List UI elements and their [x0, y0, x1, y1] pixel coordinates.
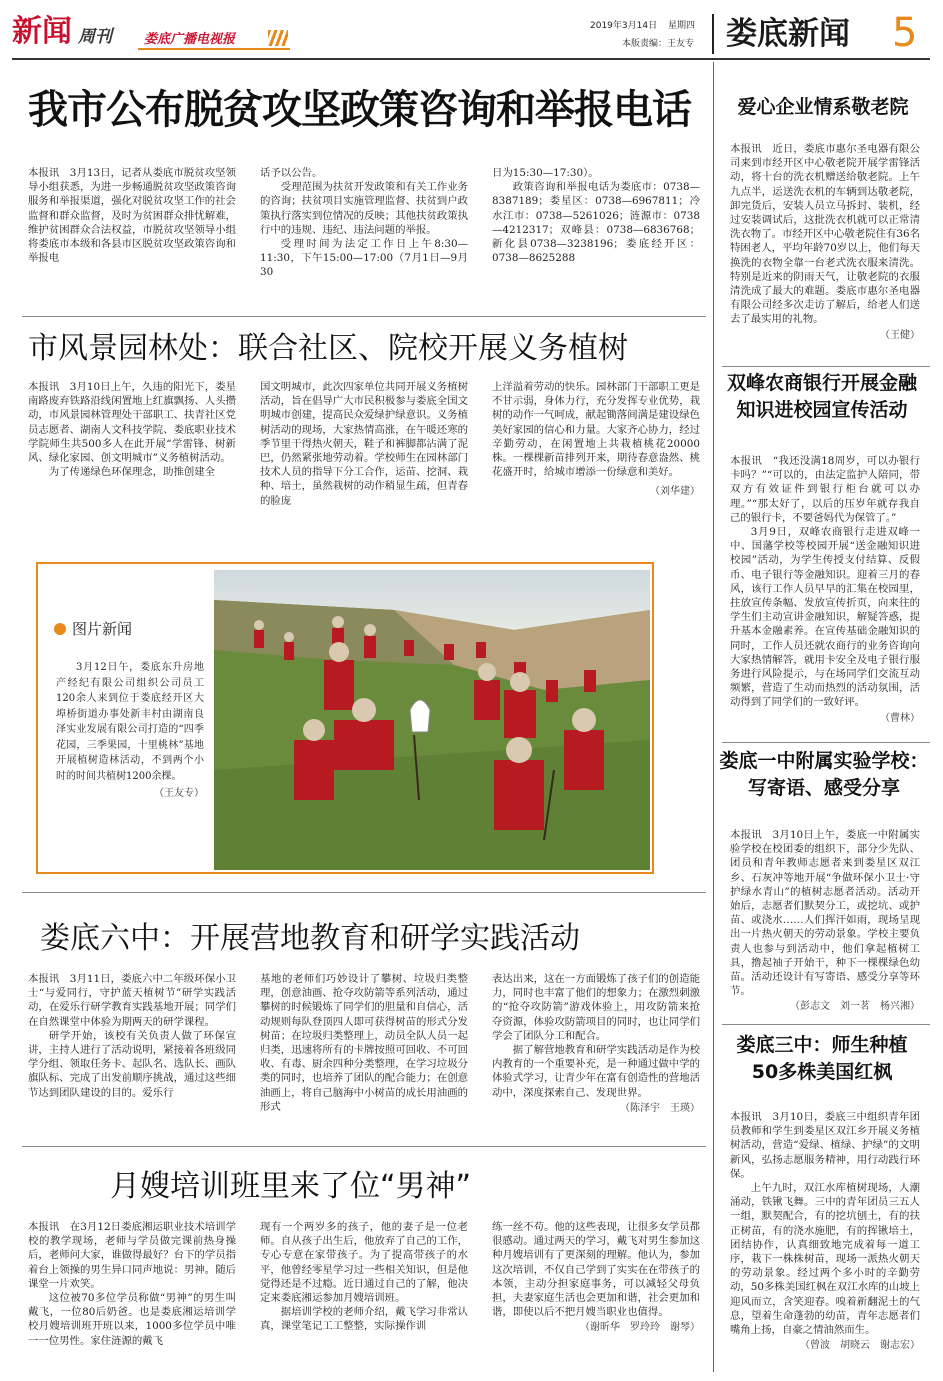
school6-col1b: 研学开始，该校有关负责人做了环保宣讲，主持人进行了活动说明，紧接着各班级同学分组、领取任务卡、起队名、选队长、画队旗队标、完成了出发前顺序挑战，通过这些细节达到团队建设的目的。爱乐行 — [28, 1029, 236, 1099]
elderly-headline: 爱心企业情系敬老院 — [737, 96, 909, 118]
poverty-headline: 我市公布脱贫攻坚政策咨询和举报电话 — [28, 87, 691, 133]
section-title: 娄底新闻 — [726, 16, 850, 52]
affiliated-text: 本报讯 3月10日上午，娄底一中附属实验学校在校团委的组织下，部分少先队、团员和青年教师志愿者来到娄星区双江乡、石灰冲等地开展“争做环保小卫士·守护绿水青山”的植树志愿者活动。活动开始后，志愿者们默契分工，或挖坑、或护苗、或浇水……人们挥汗如雨，现场呈现出一片热火朝天的劳动景象。学校主要负责人也参与到活动中，他们拿起植树工具，撸起袖子开始干，种下一棵棵绿色幼苗。活动还设计有写寄语、感受分享等环节。 — [730, 829, 920, 998]
nanny-article — [28, 1220, 700, 1370]
elderly-text: 本报讯 近日，娄底市惠尔圣电器有限公司来到市经开区中心敬老院开展学雷锋活动，将十台的洗衣机赠送给敬老院。上午九点半，运送洗衣机的车辆到达敬老院，卸完货后，安装人员立马拆封、装机，经过安装调试后，这批洗衣机就可以正常清洗衣物了。市经开区中心敬老院住有36名特困老人，平均年龄70岁以上，他们每天换洗的衣物全靠一台老式洗衣服来清洗。特别是近来的阴雨天气，让敬老院的衣服清洗成了最大的难题。娄底市惠尔圣电器有限公司经多次走访了解后，给老人们送去了最实用的礼物。 — [730, 143, 920, 326]
tree-planting-photo — [214, 570, 650, 870]
masthead — [12, 12, 930, 58]
nanny-col1a: 本报讯 在3月12日娄底湘运职业技术培训学校的教学现场，老师与学员做完课前热身操后，老师问大家，谁做得最好？台下的学员指着台上领操的男生异口同声地说：男神。随后课堂一片欢笑。 — [28, 1221, 236, 1290]
poverty-col3b: 政策咨询和举报电话为娄底市：0738—8387189；娄星区：0738—6967811；冷水江市：0738—5261026；涟源市：0738—4212317；双峰县：0738—6836768；新化县0738—3238196；娄底经开区：0738—8625288 — [492, 181, 700, 265]
poverty-article — [28, 166, 700, 308]
issue-weekday: 星期四 — [668, 21, 696, 31]
affiliated-article — [730, 828, 920, 1015]
school6-col3a: 表达出来，这在一方面锻炼了孩子们的创造能力，同时也丰富了他们的想象力；在激烈刺激的“抢夺攻防箭”游戏体验上，用攻防箭来抢夺资源，体验攻防箭项目的同时，也让同学们学会了团队分工和配合。 — [492, 973, 700, 1042]
school3-headline — [716, 1032, 928, 1086]
poverty-col3a: 日为15:30—17:30）。 — [492, 167, 599, 179]
school6-headline: 娄底六中：开展营地教育和研学实践活动 — [40, 921, 580, 956]
school3-article — [730, 1110, 920, 1353]
orange-dot-icon — [54, 623, 66, 635]
poverty-col2a: 话予以公告。 — [260, 167, 323, 179]
masthead-divider — [712, 14, 714, 54]
bank-headline-line1: 双峰农商银行开展金融 — [726, 372, 917, 394]
affiliated-headline-line2: 写寄语、感受分享 — [747, 777, 900, 799]
school6-col2: 基地的老师们巧妙设计了攀树、垃圾归类整理，创意油画、抢夺攻防箭等系列活动，通过攀树的时候锻炼了同学们的胆量和自信心，活动规则每队登顶四人即可获得树苗的形式分发树苗；在垃圾归类整理上，动员全队人员一起归类，迅速将所有的卡牌按照可回收、不可回收、有毒、厨余四种分类整理，在学习垃圾分类的同时，也培养了团队的配合能力；在创意油画上，将自己脑海中小树苗的成长用油画的形式 — [260, 973, 468, 1113]
photo-illustration — [214, 570, 650, 870]
issue-date: 2019年3月14日 — [590, 21, 658, 31]
school3-headline-line1: 娄底三中：师生种植 — [736, 1034, 908, 1056]
school6-article — [28, 972, 700, 1132]
school3-p2: 上午九时，双江水库植树现场，人潮涌动，铁锹飞舞。三中的青年团员三五人一组，默契配合，有的挖坑刨土，有的扶正树苗，有的浇水施肥，有的挥锹培土，团结协作，认真细致地完成着每一道工序，栽下一株株树苗，现场一派热火朝天的劳动景象。经过两个多小时的辛勤劳动，50多株美国红枫在双江水库的山坡上迎风而立，含笑迎春。嗅着新翻泥土的气息，望着生命蓬勃的幼苗，青年志愿者们嘴角上扬，自豪之情油然而生。 — [730, 1182, 920, 1337]
garden-col3: 上洋溢着劳动的快乐。园林部门干部职工更是不甘示弱，身体力行，充分发挥专业优势，栽树的动作一气呵成，献起锄落间满是建设绿色美好家园的信心和力量。大家齐心协力，经过辛勤劳动，在闲置地上共栽植桃花20000株。一棵棵新苗排列开来，期待春意盎然、桃花盛开时，给城市增添一份绿意和美好。 — [492, 381, 700, 479]
garden-headline: 市风景园林处：联合社区、院校开展义务植树 — [28, 331, 628, 366]
section-rule-3 — [22, 1146, 706, 1147]
bank-byline: （曹林） — [880, 712, 920, 724]
photo-news-box — [36, 562, 654, 874]
school6-col1a: 本报讯 3月11日，娄底六中二年级环保小卫士“与爱同行，守护蓝天植树节”研学实践活动，在爱乐行研学教育实践基地开展；同学们在自然课堂中体验为期两天的研学课程。 — [28, 973, 236, 1028]
affiliated-headline-line1: 娄底一中附属实验学校： — [719, 750, 929, 772]
garden-col2: 国文明城市，此次四家单位共同开展义务植树活动，旨在倡导广大市民积极参与娄底全国文明城市创建，提高民众爱绿护绿意识。义务植树活动的现场，大家热情高涨，在午暖还寒的季节里干得热火朝天，鞋子和裤脚都沾满了泥巴，仍然紧张地劳动着。学校师生在园林部门技术人员的指导下分工合作，运苗、挖洞、栽种、培土，虽然栽树的动作稍显生疏，但青春的脸庞 — [260, 381, 468, 507]
nanny-byline: （谢昕华 罗玲玲 谢琴） — [580, 1322, 700, 1334]
brand-suffix: 周刊 — [78, 27, 112, 47]
garden-col1b: 为了传递绿色环保理念，助推创建全 — [48, 466, 216, 479]
school3-headline-line2: 50多株美国红枫 — [751, 1061, 893, 1083]
side-rule-3 — [722, 1024, 930, 1025]
school3-p1: 本报讯 3月10日，娄底三中组织青年团员教师和学生到娄星区双江乡开展义务植树活动，营造“爱绿、植绿、护绿”的文明新风，弘扬志愿服务精神，用行动践行环保。 — [730, 1111, 920, 1180]
publisher-stripes — [268, 30, 288, 46]
school6-col3b: 据了解营地教育和研学实践活动是作为校内教育的一个重要补充，是一种通过做中学的体验式学习，让青少年在富有创造性的营地活动中，深度探索自己、发现世界。 — [492, 1044, 700, 1099]
photo-news-byline: （王友专） — [154, 788, 204, 799]
poverty-col2b: 受理范围为扶贫开发政策和有关工作业务的咨询；扶贫项目实施管理监督、扶贫到户政策执行落实到位情况的反映；其他扶贫政策执行中的违规、违纪、违法问题的举报。 — [260, 181, 468, 236]
nanny-col2a: 现有一个两岁多的孩子，他的妻子是一位老师。自从孩子出生后，他放弃了自己的工作，专心专意在家带孩子。为了提高带孩子的水平，他曾经零星学习过一些相关知识，但是他觉得还是不过瘾。近日通过自己的了解，他决定来娄底湘运参加月嫂培训班。 — [260, 1221, 468, 1305]
garden-article — [28, 380, 700, 528]
poverty-col2c: 受理时间为法定工作日上午8:30—11:30，下午15:00—17:00（7月1日—9月30 — [260, 238, 468, 279]
nanny-col2b: 据培训学校的老师介绍，戴飞学习非常认真，课堂笔记工工整整，实际操作训 — [260, 1306, 468, 1333]
nanny-col3: 练一丝不苟。他的这些表现，让很多女学员都很感动。通过两天的学习，戴飞对男生参加这种月嫂培训有了更深刻的理解。他认为，参加这次培训，不仅自己学到了实实在在带孩子的本领，主动分担家庭事务，可以减轻父母负担，夫妻家庭生活也会更加和谐，社会更加和谐，即使以后不把月嫂当职业也值得。 — [492, 1221, 700, 1319]
garden-byline: （刘华建） — [650, 486, 700, 498]
page-editor: 本版责编：王友专 — [622, 39, 695, 49]
school3-byline: （曾波 胡晓云 谢志宏） — [800, 1340, 920, 1352]
section-rule-1 — [22, 316, 706, 317]
affiliated-byline: （彭志文 刘一茗 杨兴湘） — [790, 1001, 920, 1013]
side-rule-2 — [722, 742, 930, 743]
elderly-byline: （王健） — [880, 329, 920, 341]
school6-byline: （陈泽宇 王瑛） — [620, 1102, 700, 1114]
affiliated-headline — [712, 748, 936, 802]
brand-logo: 新闻 — [12, 14, 72, 49]
nanny-col1b: 这位被70多位学员称做“男神”的男生叫戴飞，一位80后奶爸。也是娄底湘运培训学校月嫂培训班开班以来，1000多位学员中唯一一位男性。家住涟源的戴飞 — [28, 1292, 236, 1347]
bank-p1: 本报讯 “我还没满18周岁，可以办银行卡吗？”“可以的，由法定监护人陪同，带双方有效证件到银行柜台就可以办理。”“那太好了，以后的压岁年就存我自己的银行卡，不要爸妈代为保管了。” — [730, 455, 920, 524]
bank-article — [730, 454, 920, 726]
photo-news-caption-block — [56, 660, 204, 802]
publisher-name: 娄底广播电视报 — [144, 32, 236, 47]
side-rule-1 — [722, 366, 930, 367]
bank-p2: 3月9日，双峰农商银行走进双峰一中、国藩学校等校园开展“送金融知识进校园”活动，为学生传授支付结算、反假币、电子银行等金融知识。迎着三月的春风，该行工作人员早早的汇集在校园里，拄放宣传条幅、发放宣传折页，向来往的学生们主动宣讲金融知识，解疑答惑，提升基本金融素养。在宣传基础金融知识的同时，工作人员还就农商行的业务咨询向大家热情解答，就用卡安全及电子银行服务进行风险提示，与在场同学们交流互动频繁，营造了生动而热烈的活动氛围，活动得到了同学们的一致好评。 — [730, 526, 920, 709]
elderly-article — [730, 142, 920, 343]
masthead-rule — [12, 58, 930, 60]
poverty-col1: 本报讯 3月13日，记者从娄底市脱贫攻坚领导小组获悉，为进一步畅通脱贫攻坚政策咨询服务和举报渠道，强化对脱贫攻坚工作的社会监督和群众监督，及时为贫困群众排忧解难，维护贫困群众合法权益，市脱贫攻坚领导小组将娄底市本级和各县市区脱贫攻坚政策咨询和举报电 — [28, 167, 236, 265]
photo-news-label: 图片新闻 — [72, 620, 133, 638]
publisher-bar — [138, 26, 290, 50]
garden-col1a: 本报讯 3月10日上午，久违的阳光下，娄星南路废弃铁路沿线闲置地上红旗飘扬、人头攒动，市风景园林管理处干部职工、扶青社区党员志愿者、湖南人文科技学院、娄底职业技术学院师生共500多人在此开展“学雷锋、树新风、绿化家园、创文明城市”义务植树活动。 — [28, 381, 236, 465]
nanny-headline: 月嫂培训班里来了位“男神” — [110, 1169, 472, 1204]
page-number: 5 — [892, 10, 918, 56]
bank-headline — [716, 370, 928, 424]
photo-news-caption: 3月12日午，娄底东升房地产经纪有限公司组织公司员工120余人来到位于娄底经开区大埠桥街道办事处新丰村由湖南良泽实业发展有限公司打造的“四季花园，三季果园，十里桃林”基地开展植树造林活动，不到两个小时的时间共植树1200余棵。 — [56, 662, 204, 782]
section-rule-2 — [22, 892, 706, 893]
column-divider — [713, 62, 714, 1372]
bank-headline-line2: 知识进校园宣传活动 — [736, 399, 908, 421]
